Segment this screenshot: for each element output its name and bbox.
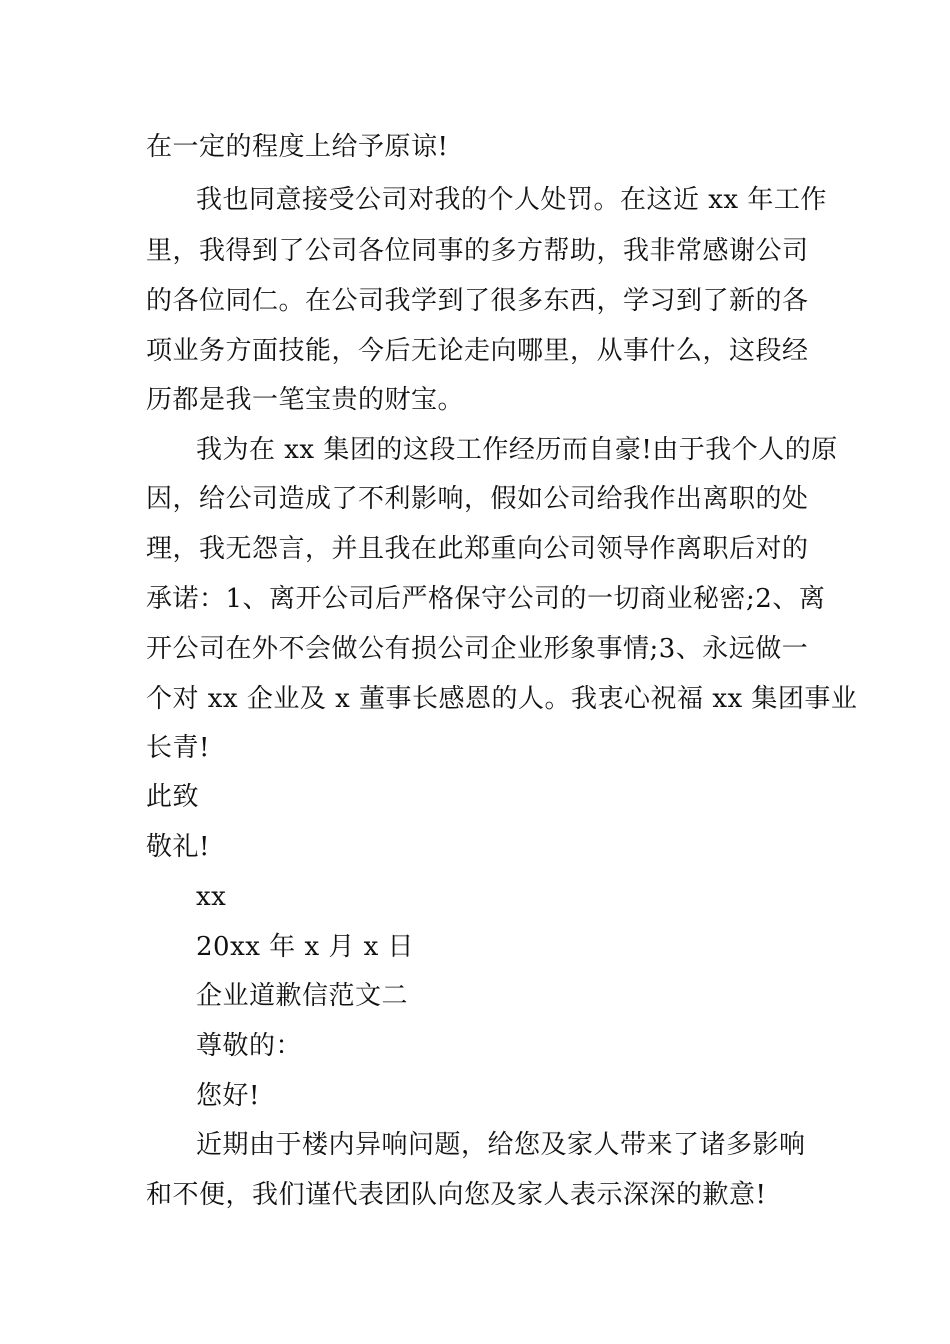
paragraph-line: 项业务方面技能，今后无论走向哪里，从事什么，这段经 (146, 336, 809, 366)
closing-line: 此致 (146, 782, 200, 812)
paragraph-line: 我为在 xx 集团的这段工作经历而自豪!由于我个人的原 (196, 435, 838, 465)
paragraph-line: 近期由于楼内异响问题，给您及家人带来了诸多影响 (196, 1130, 806, 1160)
closing-salutation: 敬礼! (146, 832, 210, 862)
paragraph-line: 和不便，我们谨代表团队向您及家人表示深深的歉意! (146, 1180, 767, 1210)
greeting-line: 尊敬的： (196, 1031, 303, 1061)
section-title: 企业道歉信范文二 (196, 981, 409, 1011)
paragraph-line: 因，给公司造成了不利影响，假如公司给我作出离职的处 (146, 484, 809, 514)
paragraph-line: 在一定的程度上给予原谅! (146, 132, 449, 162)
paragraph-line: 长青! (146, 733, 210, 763)
signature-name: xx (196, 882, 227, 912)
paragraph-line: 我也同意接受公司对我的个人处罚。在这近 xx 年工作 (196, 185, 827, 215)
paragraph-line: 里，我得到了公司各位同事的多方帮助，我非常感谢公司 (146, 236, 809, 266)
paragraph-line: 的各位同仁。在公司我学到了很多东西，学习到了新的各 (146, 286, 809, 316)
greeting-line: 您好! (196, 1081, 260, 1111)
paragraph-line: 承诺：1、离开公司后严格保守公司的一切商业秘密;2、离 (146, 584, 826, 614)
signature-date: 20xx 年 x 月 x 日 (196, 932, 415, 962)
paragraph-line: 个对 xx 企业及 x 董事长感恩的人。我衷心祝福 xx 集团事业 (146, 684, 858, 714)
paragraph-line: 开公司在外不会做公有损公司企业形象事情;3、永远做一 (146, 634, 809, 664)
paragraph-line: 理，我无怨言，并且我在此郑重向公司领导作离职后对的 (146, 534, 809, 564)
paragraph-line: 历都是我一笔宝贵的财宝。 (146, 385, 465, 415)
